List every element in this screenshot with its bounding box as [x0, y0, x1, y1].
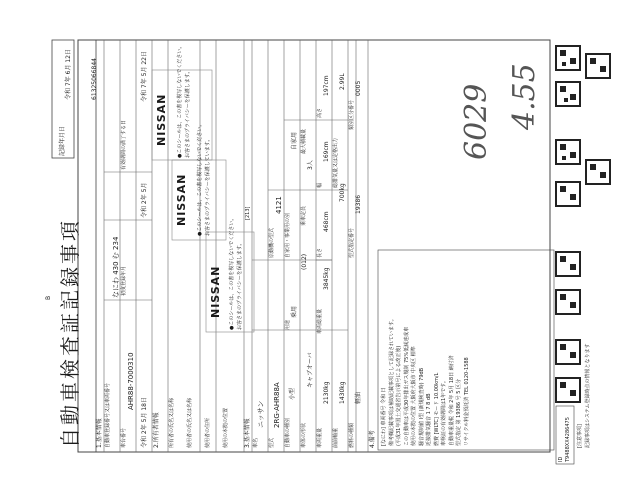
note-line: 使用の本拠の位置 大阪府大阪市 中央区 標準 — [411, 346, 417, 446]
nissan-sticker-brand: NISSAN — [155, 93, 168, 146]
purpose-label: 自家用・事業用の別 — [285, 212, 291, 258]
expiry-label: 有効期間の満了する日 — [121, 119, 127, 170]
gross: 3845kg — [323, 267, 330, 290]
note-line: 自動車重量税 令和 2年 5月 18日 納付済 — [448, 355, 455, 446]
height-label: 高さ — [317, 107, 323, 118]
user-addr-label: 使用者の住所 — [205, 417, 211, 448]
weight-label: 車両重量 — [317, 427, 323, 448]
reg-no: なにわ 430 む 234 — [112, 236, 120, 298]
length: 468cm — [323, 211, 330, 232]
notice-text: 記録事項はシステム登録時点の情報となります — [585, 343, 591, 448]
document-number: 61325066844 — [91, 58, 98, 100]
note-line: この自動車は平成30年排出ガス規制 75%低減達成車 — [403, 326, 410, 446]
note-line: 備考欄記載事項は補助記載事項として記録されています。 — [388, 316, 395, 446]
body-code: (012) — [301, 253, 308, 270]
displacement-label: 総排気量又は定格出力 — [333, 137, 339, 188]
maker-label: 車名 — [253, 437, 259, 448]
model-code: [213] — [245, 206, 251, 220]
displacement: 2.99L — [339, 73, 346, 90]
maker: ニッサン — [257, 400, 265, 428]
class: 小型 — [289, 387, 296, 400]
id-label: ID — [558, 456, 564, 462]
engine-label: 原動機の型式 — [269, 227, 275, 258]
section-vehicle: 3.基本情報 — [244, 418, 251, 448]
class-label: 自動車の種別 — [285, 417, 291, 448]
type-label: 型式 — [269, 437, 275, 448]
note-line: 燃費 [WLTC] モード 10.00km/L — [433, 372, 440, 446]
first-reg-date: 令和 2年 5月 18日 — [141, 397, 148, 448]
base-label: 使用の本拠の位置 — [223, 407, 229, 448]
section-notes: 4.備考 — [369, 430, 376, 448]
note-line: (平成31年国土交通省告示第号による改正後) — [396, 345, 402, 446]
gross-label: 車両総重量 — [317, 308, 323, 334]
id-value: T9488XX4286475 — [565, 417, 571, 462]
chassis: AHR88-7000310 — [127, 352, 135, 410]
chassis-label: 車台番号 — [121, 427, 127, 448]
width-label: 幅 — [317, 182, 323, 188]
engine: 4121 — [275, 196, 283, 214]
document-title: 自動車検査証記録事項 — [58, 218, 82, 448]
approval-label: 型式指定番号 — [349, 227, 355, 258]
reg-no-label: 自動車登録番号又は車両番号 — [105, 382, 111, 448]
axle-label: 前前軸重 — [333, 427, 339, 448]
issue-date-label: 記録年月日 — [59, 125, 66, 156]
nissan-sticker-text: ●このシールは、この書を複写しないでください。 — [177, 43, 183, 158]
first-reg-label: 初度登録年月 — [121, 265, 127, 296]
nissan-sticker-text: ●このシールは、この書を複写しないでください。 — [197, 121, 203, 236]
note-line: 騒音規制値 Ⅰ型 (新規検査時) 79dB — [418, 367, 425, 446]
note-line: リサイクル料金預託済 TEL 0120-1588 — [463, 357, 470, 446]
axle-ff: 1430kg — [339, 381, 346, 404]
use-label: 用途 — [285, 319, 291, 330]
qr-codes — [556, 46, 610, 402]
capacity-label: 乗車定員 — [301, 205, 307, 226]
length-label: 長さ — [317, 247, 323, 258]
use: 乗用 — [291, 305, 298, 318]
nissan-sticker-text: お客さまのプライバシーを保護します。 — [237, 240, 243, 330]
issue-date: 令和 7年 6月 12日 — [65, 49, 72, 100]
type: 2RG-AHR88A — [273, 382, 281, 428]
first-reg: 令和 2年 5月 — [141, 182, 148, 218]
note-line: 近接排気騒音 1 7 8 dB — [426, 393, 432, 446]
category: 0005 — [355, 80, 362, 96]
note-line: 型式指定 第 19386 号 5 区分 — [456, 378, 462, 446]
purpose: 自家用 — [291, 131, 298, 150]
user-name-label: 使用者の氏名又は名称 — [187, 397, 193, 448]
capacity: 3人 — [307, 160, 314, 170]
handwritten-number: 4.55 — [507, 63, 542, 130]
handwritten-number: 6029 — [459, 83, 494, 160]
nissan-sticker-text: お客さまのプライバシーを保護します。 — [185, 68, 191, 158]
owner-name-label: 所有者の氏名又は名称 — [169, 397, 175, 448]
page-marker: B — [45, 295, 52, 300]
nissan-sticker-text: お客さまのプライバシーを保護しています。 — [205, 136, 211, 236]
max-load-label: 最大積載量 — [301, 128, 307, 154]
width: 169cm — [323, 141, 330, 162]
category-label: 類別区分番号 — [349, 99, 355, 130]
fuel-label: 燃料の種類 — [349, 422, 355, 448]
notice-label: [注意事項] — [577, 424, 583, 448]
section-owner: 2.所有者情報 — [153, 412, 160, 448]
nissan-sticker-brand: NISSAN — [175, 173, 188, 226]
fuel: 軽油 — [355, 391, 362, 404]
note-line: [なにわ] 車両番号 令和 日 — [381, 387, 387, 446]
axle-r: 700kg — [339, 183, 346, 202]
section-basic: 1.基本情報 — [96, 418, 103, 448]
nissan-sticker-text: ●このシールは、この書を複写しないでください。 — [229, 215, 235, 330]
weight: 2130kg — [323, 381, 330, 404]
approval: 19386 — [355, 194, 362, 214]
expiry: 令和 7年 5月 22日 — [141, 51, 148, 102]
note-line: 車検証の有効期間は1年です。 — [441, 378, 447, 446]
body-label: 車体の形状 — [301, 422, 307, 448]
height: 197cm — [323, 75, 330, 96]
body: キャブオーバ — [307, 352, 314, 388]
nissan-sticker-brand: NISSAN — [209, 265, 222, 318]
